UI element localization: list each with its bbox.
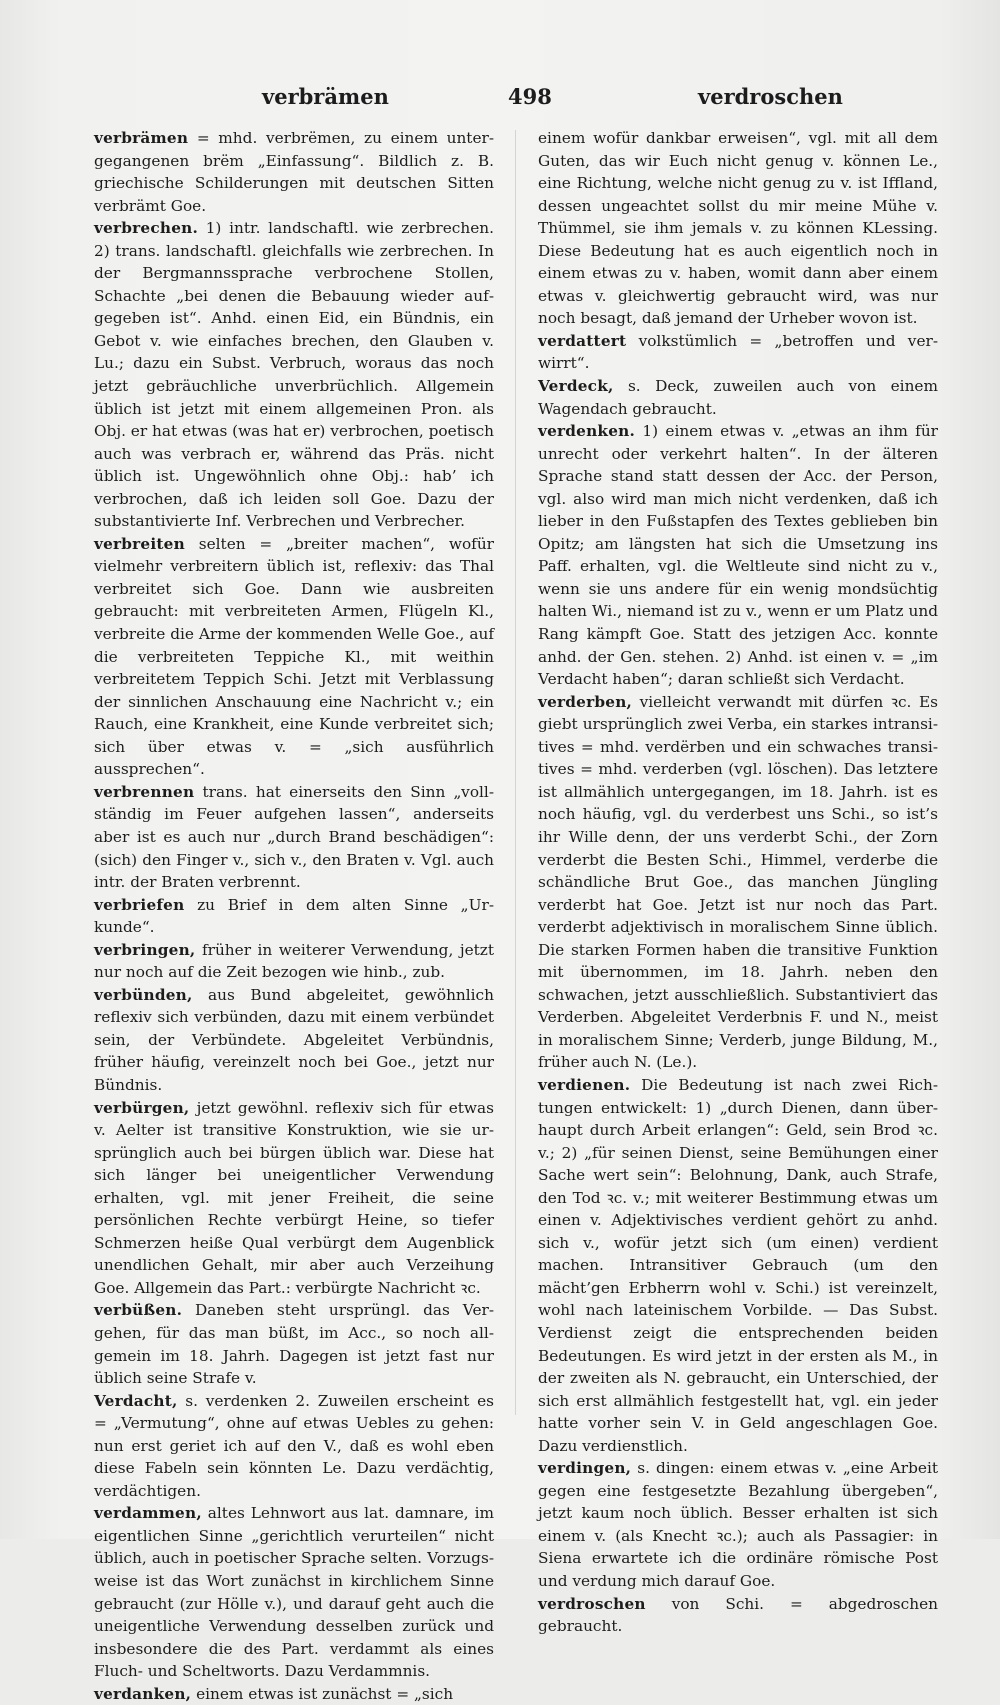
dictionary-entry bbox=[94, 781, 494, 894]
entry-text: volkstümlich = „betroffen und verwirrt“. bbox=[538, 331, 938, 373]
entry-headword: verdanken, bbox=[94, 1684, 192, 1703]
entry-headword: verdienen. bbox=[538, 1075, 631, 1094]
dictionary-entry bbox=[538, 1457, 938, 1592]
column-divider bbox=[515, 130, 516, 1415]
entry-text: s. verdenken 2. Zuweilen erscheint es = „Vermutung“, ohne auf etwas Uebles zu gehen: nun erst geriet ich auf den V., daß es wohl eben diese Fabeln sein könnten Le. Dazu verdächtig, verdächtigen. bbox=[94, 1391, 494, 1500]
dictionary-entry bbox=[94, 939, 494, 984]
dictionary-entry bbox=[538, 127, 938, 330]
entry-headword: verbrechen. bbox=[94, 219, 198, 238]
entry-text: früher in weiterer Verwendung, jetzt nur noch auf die Zeit bezogen wie hinb., zub. bbox=[94, 940, 494, 982]
dictionary-entry bbox=[94, 894, 494, 939]
dictionary-entry bbox=[538, 1074, 938, 1457]
entry-headword: verdammen, bbox=[94, 1504, 202, 1523]
entry-text: 1) einem etwas v. „etwas an ihm für unrecht oder verkehrt halten“. In der älteren Sprache stand statt dessen der Acc. der Person, vgl. also wird man mich nicht verdenken, daß ich lieber in den Fußstapfen des Textes geblieben bin Opitz; am längsten hat sich die Umsetzung ins Paff. erhalten, vgl. die Weltleute sind nicht zu v., wenn sie uns andere für ein wenig mondsüchtig halten Wi., niemand ist zu v., wenn er um Platz und Rang kämpft Goe. Statt des jetzigen Acc. konnte anhd. der Gen. stehen. 2) Anhd. ist einen v. = „im Verdacht haben“; daran schließt sich Verdacht. bbox=[538, 422, 938, 689]
entry-text: zu Brief in dem alten Sinne „Urkunde“. bbox=[94, 895, 494, 937]
dictionary-entry bbox=[94, 1502, 494, 1682]
entry-headword: verbrennen bbox=[94, 782, 195, 801]
dictionary-entry bbox=[538, 691, 938, 1074]
entry-text: Die Bedeutung ist nach zwei Richtungen entwickelt: 1) „durch Dienen, dann überhaupt durch Arbeit erlangen“: Geld, sein Brod ꝛc. v.; 2) „für seinen Dienst, seine Bemühungen einer Sache wert sein“: Belohnung, Dank, auch Strafe, den Tod ꝛc. v.; mit weiterer Bestimmung etwas um einen v. Adjektivisches verdient gehört zu anhd. sich v., wofür jetzt sich (um einen) verdient machen. Intransitiver Gebrauch (um den mächt’gen Erbherrn wohl v. Schi.) ist vereinzelt, wohl nach lateinischem Vorbilde. — Das Subst. Verdienst zeigt die entsprechenden beiden Bedeutungen. Es wird jetzt in der ersten als M., in der zweiten als N. gebraucht, ein Unterschied, der sich erst allmählich festgestellt hat, vgl. ein jeder hatte vorher sein V. in Geld angeschlagen Goe. Dazu verdienstlich. bbox=[538, 1075, 938, 1455]
entry-headword: verbriefen bbox=[94, 895, 185, 914]
header-left-guideword: verbrämen bbox=[262, 84, 389, 109]
entry-headword: verdingen, bbox=[538, 1459, 632, 1478]
dictionary-entry bbox=[94, 1683, 494, 1705]
page-header bbox=[88, 84, 948, 114]
dictionary-entry bbox=[538, 420, 938, 691]
entry-text: einem wofür dankbar erweisen“, vgl. mit all dem Guten, das wir Euch nicht genug v. können Le., eine Richtung, welche nicht genug zu v. ist Iffland, dessen ungeachtet sollst du mir meine Mühe v. Thümmel, sie ihm jemals v. zu können KLessing. Diese Bedeutung hat es auch eigentlich noch in einem etwas zu v. haben, womit dann aber einem etwas v. gleichwertig gebraucht wird, was nur noch besagt, daß jemand der Urheber wovon ist. bbox=[538, 129, 938, 328]
right-column bbox=[538, 127, 938, 1638]
header-right-guideword: verdroschen bbox=[698, 84, 843, 109]
entry-text: selten = „breiter machen“, wofür vielmehr verbreitern üblich ist, reflexiv: das Thal verbreitet sich Goe. Dann wie ausbreiten gebraucht: mit verbreiteten Armen, Flügeln Kl., verbreite die Arme der kommenden Welle Goe., auf die verbreiteten Teppiche Kl., mit weithin verbreitetem Teppich Schi. Jetzt mit Verblassung der sinnlichen Anschauung eine Nachricht v.; ein Rauch, eine Krankheit, eine Kunde verbreitet sich; sich über etwas v. = „sich ausführlich aussprechen“. bbox=[94, 534, 494, 779]
dictionary-entry bbox=[94, 1097, 494, 1300]
dictionary-entry bbox=[94, 217, 494, 533]
dictionary-entry bbox=[94, 1390, 494, 1503]
entry-headword: verbrämen bbox=[94, 129, 189, 147]
entry-text: trans. hat einerseits den Sinn „vollständig im Feuer aufgehen lassen“, anderseits aber ist es auch nur „durch Brand beschädigen“: (sich) den Finger v., sich v., den Braten v. Vgl. auch intr. der Braten verbrennt. bbox=[94, 782, 494, 892]
entry-headword: verbüßen. bbox=[94, 1301, 183, 1320]
entry-text: einem etwas ist zunächst = „sich bbox=[196, 1684, 454, 1703]
entry-text: aus Bund abgeleitet, gewöhnlich reflexiv sich verbünden, dazu mit einem verbündet sein, der Verbündete. Abgeleitet Verbündnis, früher häufig, vereinzelt noch bei Goe., jetzt nur Bündnis. bbox=[94, 985, 494, 1094]
dictionary-entry bbox=[94, 1299, 494, 1389]
dictionary-entry bbox=[94, 127, 494, 217]
entry-headword: verbürgen, bbox=[94, 1098, 190, 1117]
page-number: 498 bbox=[508, 84, 552, 109]
entry-headword: Verdacht, bbox=[94, 1391, 178, 1410]
dictionary-entry bbox=[538, 330, 938, 375]
entry-text: Daneben steht ursprüngl. das Vergehen, für das man büßt, im Acc., so noch allgemein im 18. Jahrh. Dagegen ist jetzt fast nur üblich seine Strafe v. bbox=[94, 1301, 494, 1388]
entry-headword: verbünden, bbox=[94, 985, 193, 1004]
entry-headword: verbringen, bbox=[94, 940, 196, 959]
dictionary-entry bbox=[538, 375, 938, 420]
left-column bbox=[94, 127, 494, 1705]
entry-headword: Verdeck, bbox=[538, 377, 614, 396]
entry-text: s. Deck, zuweilen auch von einem Wagendach gebraucht. bbox=[538, 377, 938, 418]
dictionary-entry bbox=[538, 1593, 938, 1638]
entry-headword: verderben, bbox=[538, 692, 633, 711]
dictionary-entry bbox=[94, 984, 494, 1097]
entry-text: von Schi. = abgedroschen gebraucht. bbox=[538, 1594, 938, 1636]
entry-text: s. dingen: einem etwas v. „eine Arbeit gegen eine festgesetzte Bezahlung übergeben“, jetzt kaum noch üblich. Besser erhalten ist sich einem v. (als Knecht ꝛc.); auch als Passagier: in Siena erwartete ich die ordinäre römische Post und verdung mich darauf Goe. bbox=[538, 1459, 938, 1590]
entry-text: 1) intr. landschaftl. wie zerbrechen. 2) trans. landschaftl. gleichfalls wie zerbrechen. In der Bergmannssprache verbrochene Stollen, Schachte „bei denen die Bebauung wieder aufgegeben ist“. Anhd. einen Eid, ein Bündnis, ein Gebot v. wie einfaches brechen, den Glauben v. Lu.; dazu ein Subst. Verbruch, woraus das noch jetzt gebräuchliche unverbrüchlich. Allgemein üblich ist jetzt mit einem allgemeinen Pron. als Obj. er hat etwas (was hat er) verbrochen, poetisch auch was verbrach er, während das Präs. nicht üblich ist. Ungewöhnlich ohne Obj.: hab’ ich verbrochen, daß ich leiden soll Goe. Dazu der substantivierte Inf. Verbrechen und Verbrecher. bbox=[94, 219, 494, 531]
entry-headword: verbreiten bbox=[94, 534, 185, 553]
entry-text: jetzt gewöhnl. reflexiv sich für etwas v. Aelter ist transitive Konstruktion, wie sie ursprünglich auch bei bürgen üblich war. Diese hat sich länger bei uneigentlicher Verwendung erhalten, vgl. mit jener Freiheit, die seine persönlichen Rechte verbürgt Heine, so tiefer Schmerzen heiße Qual verbürgt dem Augenblick unendlichen Gehalt, mir aber auch Verzeihung Goe. Allgemein das Part.: verbürgte Nachricht ꝛc. bbox=[94, 1098, 494, 1297]
entry-text: vielleicht verwandt mit dürfen ꝛc. Es giebt ursprünglich zwei Verba, ein starkes intransitives = mhd. verdërben und ein schwaches transitives = mhd. verderben (vgl. löschen). Das letztere ist allmählich untergegangen, im 18. Jahrh. ist es noch häufig, vgl. du verderbest uns Schi., so ist’s ihr Wille denn, der uns verderbt Schi., der Zorn verderbt die Besten Schi., Himmel, verderbe die schändliche Brut Goe., das manchen Jüngling verderbt hat Goe. Jetzt ist nur noch das Part. verderbt adjektivisch in moralischem Sinne üblich. Die starken Formen haben die transitive Funktion mit übernommen, im 18. Jahrh. neben den schwachen, jetzt ausschließlich. Substantiviert das Verderben. Abgeleitet Verderbnis F. und N., meist in moralischem Sinne; Verderb, junge Bildung, M., früher auch N. (Le.). bbox=[538, 692, 938, 1072]
entry-text: = mhd. verbrëmen, zu einem untergegangenen brëm „Einfassung“. Bildlich z. B. griechische Schilderungen mit deutschen Sitten verbrämt Goe. bbox=[94, 129, 494, 215]
entry-headword: verdroschen bbox=[538, 1594, 646, 1613]
dictionary-entry bbox=[94, 533, 494, 781]
entry-headword: verdenken. bbox=[538, 422, 636, 441]
entry-headword: verdattert bbox=[538, 331, 627, 350]
entry-text: altes Lehnwort aus lat. damnare, im eigentlichen Sinne „gerichtlich verurteilen“ nicht üblich, auch in poetischer Sprache selten. Vorzugsweise ist das Wort zunächst in kirchlichem Sinne gebraucht (zur Hölle v.), und darauf geht auch die uneigentliche Verwendung desselben zurück und insbesondere die des Part. verdammt als eines Fluch- und Scheltworts. Dazu Verdammnis. bbox=[94, 1504, 494, 1681]
